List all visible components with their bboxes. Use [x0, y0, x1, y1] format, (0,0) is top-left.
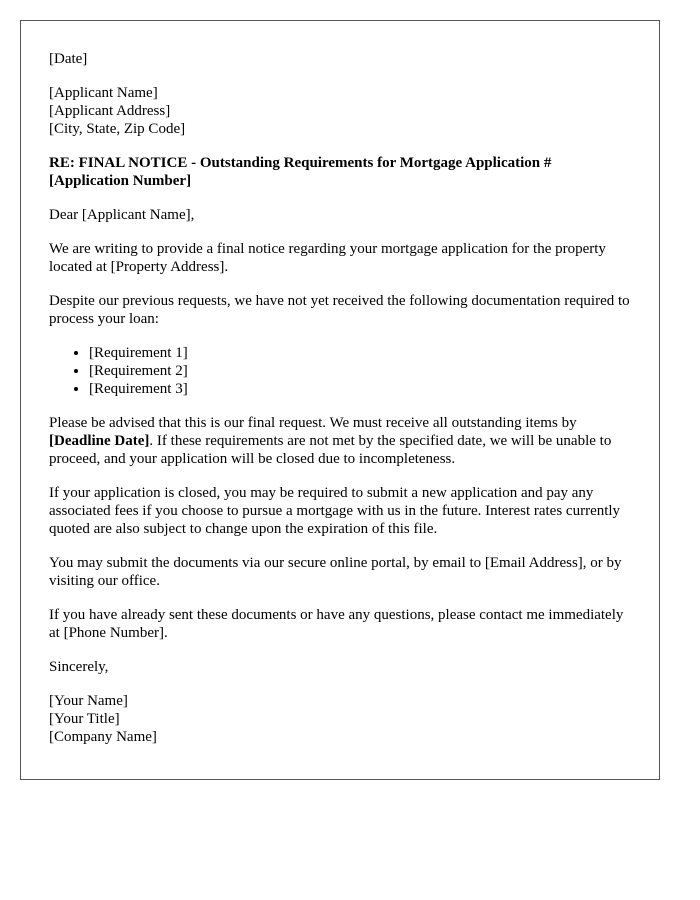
deadline-paragraph: [49, 414, 631, 468]
contact-paragraph: If you have already sent these documents or have any questions, please contact me immediately at [Phone Number].: [49, 607, 624, 641]
closing-line: Sincerely,: [49, 659, 109, 675]
signature-block: [49, 692, 631, 746]
list-item: • [Requirement 2]: [89, 362, 631, 380]
deadline-text-before: Please be advised that this is our final request. We must receive all outstanding items by: [49, 415, 577, 431]
list-item: • [Requirement 3]: [89, 380, 631, 398]
signer-company: [Company Name]: [49, 729, 157, 745]
letter-page: [20, 20, 660, 780]
recipient-city-state-zip: [City, State, Zip Code]: [49, 121, 186, 137]
deadline-date: [Deadline Date]: [49, 433, 150, 449]
submission-paragraph: You may submit the documents via our secure online portal, by email to [Email Address], or by visiting our office.: [49, 555, 622, 589]
requests-paragraph: Despite our previous requests, we have not yet received the following documentation required to process your loan:: [49, 293, 630, 327]
list-item: • [Requirement 1]: [89, 344, 631, 362]
intro-paragraph: We are writing to provide a final notice regarding your mortgage application for the property located at [Property Address].: [49, 241, 606, 275]
closure-paragraph: If your application is closed, you may be required to submit a new application and pay any associated fees if you choose to pursue a mortgage with us in the future. Interest rates currently quoted are also subject to change upon the expiration of this file.: [49, 485, 621, 537]
requirements-list: [49, 344, 631, 398]
recipient-address-block: [49, 84, 631, 138]
salutation: Dear [Applicant Name],: [49, 207, 195, 223]
subject-line: RE: FINAL NOTICE - Outstanding Requirements for Mortgage Application # [Application Number]: [49, 155, 552, 189]
recipient-name: [Applicant Name]: [49, 85, 158, 101]
signer-name: [Your Name]: [49, 693, 128, 709]
letter-date: [49, 50, 631, 68]
signer-title: [Your Title]: [49, 711, 120, 727]
deadline-text-after: . If these requirements are not met by the specified date, we will be unable to proceed, and your application will be closed due to incompleteness.: [49, 433, 612, 467]
date-text: [Date]: [49, 51, 88, 67]
recipient-address: [Applicant Address]: [49, 103, 171, 119]
